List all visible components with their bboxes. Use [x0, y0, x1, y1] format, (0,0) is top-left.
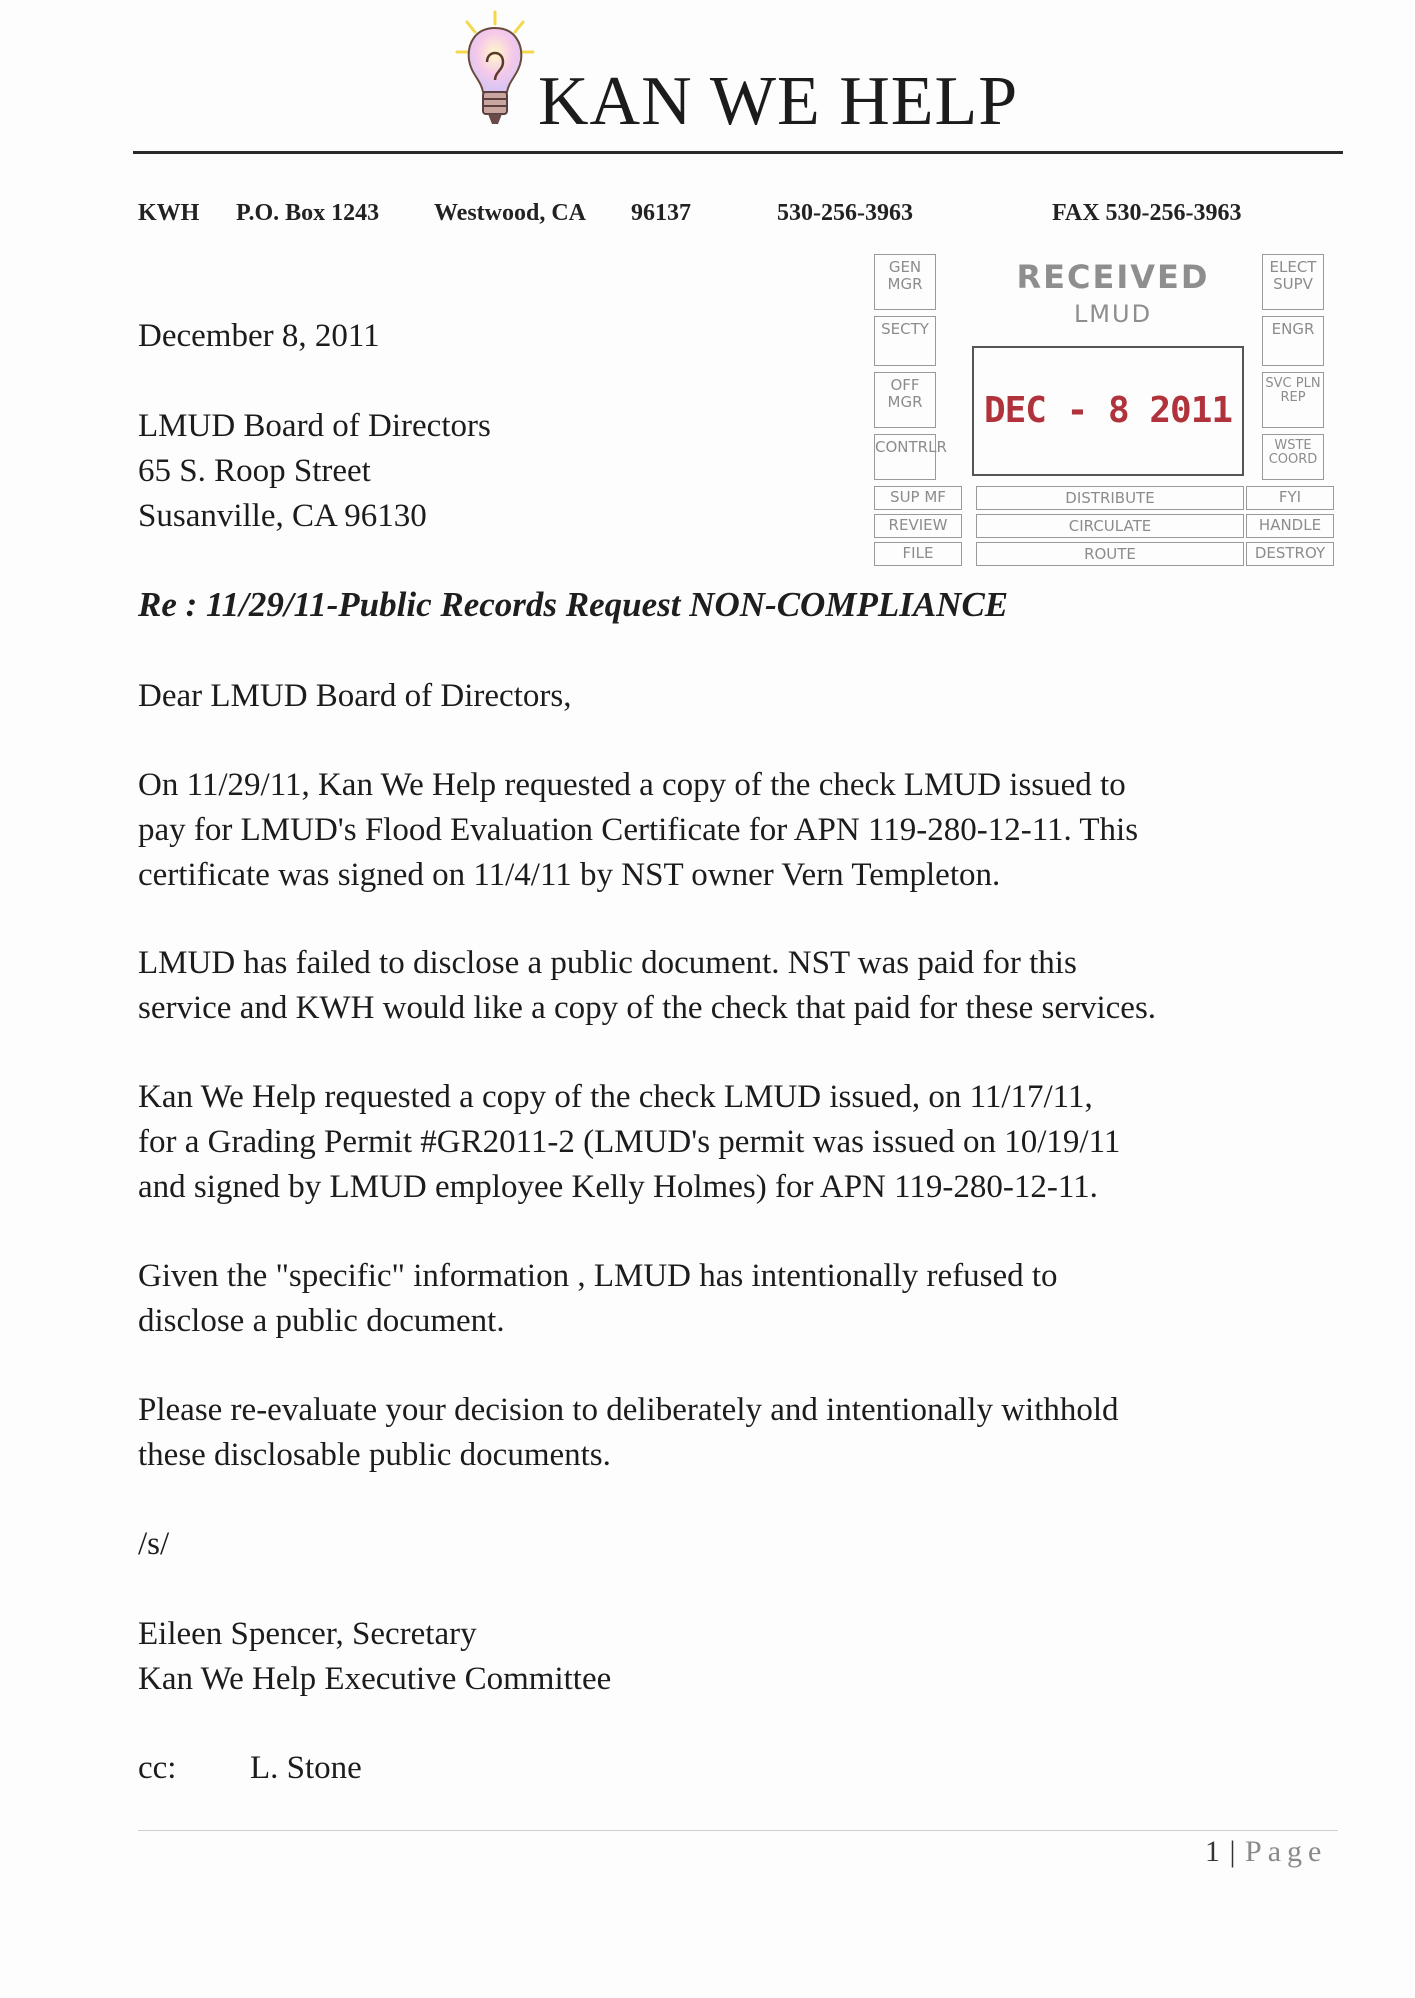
- cc-name: L. Stone: [250, 1750, 362, 1786]
- recipient-line: LMUD Board of Directors: [138, 408, 491, 444]
- light-bulb-icon: [455, 10, 535, 132]
- stamp-cell: HANDLE: [1246, 514, 1334, 538]
- paragraph-line: certificate was signed on 11/4/11 by NST owner Vern Templeton.: [138, 857, 1001, 893]
- recipient-line: 65 S. Roop Street: [138, 453, 371, 489]
- received-stamp: [858, 238, 1363, 580]
- stamp-received-label: RECEIVED: [1016, 258, 1210, 296]
- page-separator: |: [1229, 1835, 1237, 1868]
- stamp-cell: GEN MGR: [874, 254, 936, 310]
- signer-line: Eileen Spencer, Secretary: [138, 1616, 477, 1652]
- organization-name: KAN WE HELP: [538, 63, 1019, 140]
- paragraph-line: disclose a public document.: [138, 1303, 505, 1339]
- stamp-cell: FILE: [874, 542, 962, 566]
- contact-abbr: KWH: [138, 200, 200, 226]
- stamp-row: DISTRIBUTE: [976, 486, 1244, 510]
- stamp-cell: DESTROY: [1246, 542, 1334, 566]
- contact-city: Westwood, CA: [434, 200, 587, 226]
- stamp-cell: SUP MF: [874, 486, 962, 510]
- paragraph-line: LMUD has failed to disclose a public document. NST was paid for this: [138, 945, 1077, 981]
- contact-phone: 530-256-3963: [777, 200, 913, 226]
- letterhead-divider: [133, 151, 1343, 154]
- stamp-org-label: LMUD: [1073, 300, 1153, 328]
- stamp-cell: ENGR: [1262, 316, 1324, 366]
- paragraph-line: these disclosable public documents.: [138, 1437, 611, 1473]
- paragraph-line: Kan We Help requested a copy of the check LMUD issued, on 11/17/11,: [138, 1079, 1093, 1115]
- salutation: Dear LMUD Board of Directors,: [138, 678, 572, 714]
- paragraph-line: Given the "specific" information , LMUD has intentionally refused to: [138, 1258, 1058, 1294]
- subject-line: Re : 11/29/11-Public Records Request NON-COMPLIANCE: [138, 585, 1009, 624]
- paragraph-line: and signed by LMUD employee Kelly Holmes) for APN 119-280-12-11.: [138, 1169, 1098, 1205]
- paragraph-line: for a Grading Permit #GR2011-2 (LMUD's permit was issued on 10/19/11: [138, 1124, 1121, 1160]
- cc-label: cc:: [138, 1750, 177, 1786]
- recipient-line: Susanville, CA 96130: [138, 498, 427, 534]
- letter-date: December 8, 2011: [138, 318, 380, 354]
- signer-line: Kan We Help Executive Committee: [138, 1661, 612, 1697]
- stamp-cell: FYI: [1246, 486, 1334, 510]
- contact-address: P.O. Box 1243: [236, 200, 380, 226]
- page-number: [1205, 1835, 1327, 1869]
- page-number-value: 1: [1205, 1835, 1221, 1868]
- stamp-row: CIRCULATE: [976, 514, 1244, 538]
- stamp-cell: WSTE COORD: [1262, 434, 1324, 480]
- contact-fax: FAX 530-256-3963: [1052, 200, 1242, 226]
- page-label: Page: [1245, 1835, 1328, 1868]
- contact-zip: 96137: [631, 200, 691, 226]
- footer-divider: [138, 1830, 1338, 1831]
- paragraph-line: Please re-evaluate your decision to deliberately and intentionally withhold: [138, 1392, 1119, 1428]
- signature: /s/: [138, 1526, 170, 1562]
- stamp-date-box: [972, 346, 1244, 476]
- stamp-cell: SECTY: [874, 316, 936, 366]
- stamp-cell: REVIEW: [874, 514, 962, 538]
- paragraph-line: On 11/29/11, Kan We Help requested a copy of the check LMUD issued to: [138, 767, 1126, 803]
- stamp-cell: SVC PLN REP: [1262, 372, 1324, 428]
- stamp-cell: CONTRLR: [874, 434, 936, 480]
- stamp-date: DEC - 8 2011: [983, 390, 1233, 431]
- paragraph-line: service and KWH would like a copy of the check that paid for these services.: [138, 990, 1157, 1026]
- paragraph-line: pay for LMUD's Flood Evaluation Certificate for APN 119-280-12-11. This: [138, 812, 1139, 848]
- stamp-cell: ELECT SUPV: [1262, 254, 1324, 310]
- stamp-row: ROUTE: [976, 542, 1244, 566]
- stamp-cell: OFF MGR: [874, 372, 936, 428]
